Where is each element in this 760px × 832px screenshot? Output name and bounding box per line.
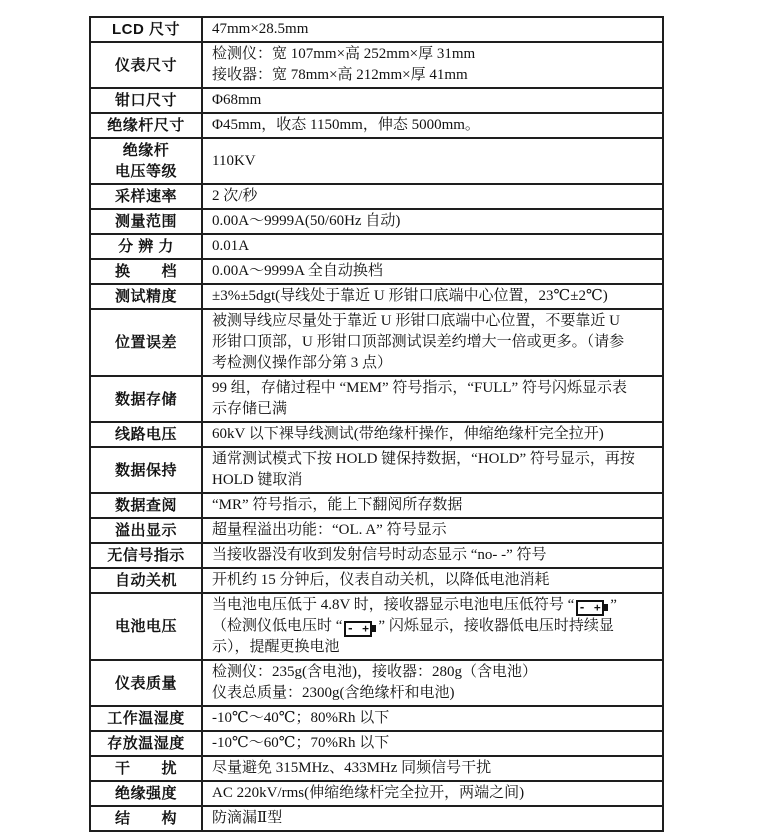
spec-value-line: 考检测仪操作部分第 3 点） [212, 355, 393, 371]
spec-value-line: 当电池电压低于 4.8V 时，接收器显示电池电压低符号 “ - + ” [212, 597, 617, 614]
spec-value-line: 接收器：宽 78mm×高 212mm×厚 41mm [212, 67, 468, 83]
spec-value-line: 60kV 以下裸导线测试(带绝缘杆操作，伸缩绝缘杆完全拉开) [212, 426, 604, 442]
spec-value-line: 0.01A [212, 238, 250, 254]
spec-label: 测量范围 [90, 209, 202, 234]
spec-value [202, 284, 663, 309]
spec-value [202, 731, 663, 756]
spec-row [90, 284, 663, 309]
spec-label: 数据保持 [90, 447, 202, 493]
spec-label: 数据存储 [90, 376, 202, 422]
spec-label: 测试精度 [90, 284, 202, 309]
spec-value-line: 形钳口顶部，U 形钳口顶部测试误差约增大一倍或更多。（请参 [212, 334, 625, 350]
spec-value-line: 99 组，存储过程中 “MEM” 符号指示，“FULL” 符号闪烁显示表 [212, 380, 627, 396]
spec-row [90, 209, 663, 234]
spec-value-line: 开机约 15 分钟后，仪表自动关机，以降低电池消耗 [212, 572, 550, 588]
spec-label: 数据查阅 [90, 493, 202, 518]
spec-label: 采样速率 [90, 184, 202, 209]
spec-value-line: （检测仪低电压时 “ - + ” 闪烁显示，接收器低电压时持续显 [212, 618, 614, 635]
spec-row [90, 376, 663, 422]
spec-value-line: -10℃～40℃；80%Rh 以下 [212, 710, 390, 726]
spec-value [202, 234, 663, 259]
spec-label: 溢出显示 [90, 518, 202, 543]
spec-label: 无信号指示 [90, 543, 202, 568]
spec-value-line: 2 次/秒 [212, 188, 258, 204]
spec-value [202, 660, 663, 706]
battery-low-icon [576, 600, 604, 616]
spec-table-body [90, 17, 663, 831]
spec-row [90, 234, 663, 259]
spec-row [90, 543, 663, 568]
spec-label: 绝缘强度 [90, 781, 202, 806]
spec-value-line: 110KV [212, 152, 256, 169]
spec-value [202, 706, 663, 731]
spec-value-line: 检测仪：宽 107mm×高 252mm×厚 31mm [212, 46, 476, 62]
spec-value-line: 被测导线应尽量处于靠近 U 形钳口底端中心位置，不要靠近 U [212, 313, 620, 329]
spec-value [202, 309, 663, 376]
spec-value [202, 376, 663, 422]
spec-value [202, 17, 663, 42]
spec-label: 钳口尺寸 [90, 88, 202, 113]
spec-value [202, 88, 663, 113]
spec-row [90, 88, 663, 113]
spec-value-line: 检测仪：235g(含电池)，接收器：280g（含电池） [212, 664, 537, 680]
spec-value-line: 尽量避免 315MHz、433MHz 同频信号干扰 [212, 760, 492, 776]
spec-value [202, 781, 663, 806]
spec-row [90, 518, 663, 543]
spec-label: 仪表尺寸 [90, 42, 202, 88]
spec-row [90, 593, 663, 660]
spec-value-line: 防滴漏Ⅱ型 [212, 810, 283, 826]
spec-row [90, 138, 663, 184]
spec-label: 仪表质量 [90, 660, 202, 706]
spec-value [202, 422, 663, 447]
spec-label: 绝缘杆尺寸 [90, 113, 202, 138]
spec-label: 电池电压 [90, 593, 202, 660]
spec-row [90, 806, 663, 831]
spec-label: 自动关机 [90, 568, 202, 593]
spec-label: 存放温湿度 [90, 731, 202, 756]
spec-value-line: 超量程溢出功能：“OL. A” 符号显示 [212, 522, 447, 538]
spec-label: 工作温湿度 [90, 706, 202, 731]
battery-low-icon [344, 621, 372, 637]
spec-label: 干 扰 [90, 756, 202, 781]
spec-row [90, 731, 663, 756]
spec-label: 分 辨 力 [90, 234, 202, 259]
spec-value [202, 447, 663, 493]
spec-label: 线路电压 [90, 422, 202, 447]
spec-value [202, 259, 663, 284]
spec-value-line: -10℃～60℃；70%Rh 以下 [212, 735, 390, 751]
spec-value-line: HOLD 键取消 [212, 472, 303, 488]
battery-polarity-label: - + [346, 622, 370, 635]
spec-value [202, 806, 663, 831]
spec-label: LCD 尺寸 [90, 17, 202, 42]
spec-value [202, 593, 663, 660]
spec-value [202, 568, 663, 593]
spec-value [202, 184, 663, 209]
spec-row [90, 493, 663, 518]
spec-value [202, 518, 663, 543]
spec-row [90, 660, 663, 706]
spec-value [202, 543, 663, 568]
spec-value-line: 0.00A～9999A 全自动换档 [212, 263, 383, 279]
spec-value-line: 47mm×28.5mm [212, 21, 309, 37]
spec-value [202, 113, 663, 138]
spec-row [90, 309, 663, 376]
spec-value-line: 当接收器没有收到发射信号时动态显示 “no- -” 符号 [212, 547, 547, 563]
spec-value-line: Φ68mm [212, 92, 262, 108]
spec-value-line: 仪表总质量：2300g(含绝缘杆和电池) [212, 685, 455, 701]
spec-row [90, 17, 663, 42]
spec-row [90, 422, 663, 447]
battery-polarity-label: - + [578, 601, 602, 614]
spec-value [202, 209, 663, 234]
spec-row [90, 706, 663, 731]
spec-value-line: AC 220kV/rms(伸缩绝缘杆完全拉开，两端之间) [212, 785, 525, 801]
spec-label: 结 构 [90, 806, 202, 831]
spec-row [90, 447, 663, 493]
spec-row [90, 568, 663, 593]
spec-table [89, 16, 664, 832]
spec-row [90, 184, 663, 209]
spec-value-line: 示存储已满 [212, 401, 288, 417]
spec-label: 位置误差 [90, 309, 202, 376]
spec-value [202, 493, 663, 518]
spec-value [202, 138, 663, 184]
spec-row [90, 781, 663, 806]
spec-value-line: 通常测试模式下按 HOLD 键保持数据，“HOLD” 符号显示，再按 [212, 451, 635, 467]
spec-label: 绝缘杆 电压等级 [90, 138, 202, 184]
spec-label: 换 档 [90, 259, 202, 284]
spec-value-line: ±3%±5dgt(导线处于靠近 U 形钳口底端中心位置，23℃±2℃) [212, 288, 608, 304]
spec-row [90, 113, 663, 138]
spec-row [90, 259, 663, 284]
spec-value-line: 0.00A～9999A(50/60Hz 自动) [212, 213, 401, 229]
spec-value-line: Φ45mm，收态 1150mm，伸态 5000mm。 [212, 117, 480, 133]
spec-value [202, 42, 663, 88]
spec-value-line: 示），提醒更换电池 [212, 639, 340, 655]
spec-row [90, 42, 663, 88]
spec-value-line: “MR” 符号指示，能上下翻阅所存数据 [212, 497, 463, 513]
